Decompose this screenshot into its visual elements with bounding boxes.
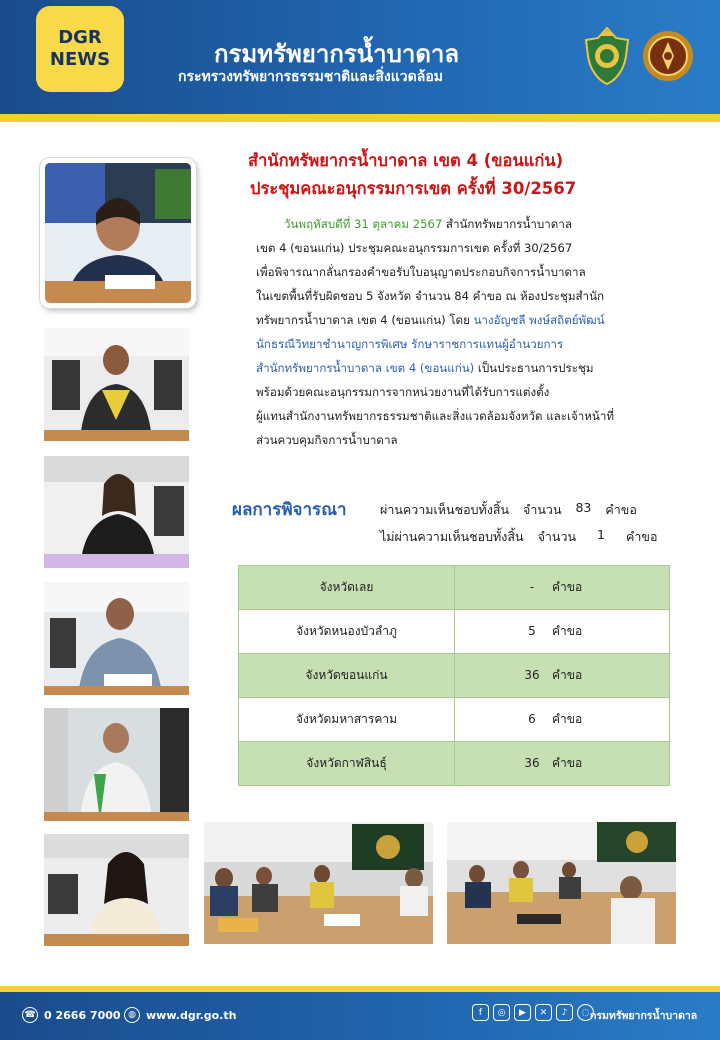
phone-number: 0 2666 7000: [44, 1008, 121, 1022]
province-count: -: [529, 580, 535, 594]
committee-member-image: [44, 328, 189, 441]
chairperson-position: นักธรณีวิทยาชำนาญการพิเศษ รักษาราชการแทนผู้อำนวยการ: [256, 337, 564, 351]
chairperson-name: นางอัญชลี พงษ์สถิตย์พัฒน์: [473, 313, 605, 327]
office-name: สำนักทรัพยากรน้ำบาดาล เขต 4 (ขอนแก่น): [256, 361, 475, 375]
committee-member-photo-1: [44, 328, 189, 441]
province-name: จังหวัดเลย: [239, 566, 455, 610]
fail-text: ไม่ผ่านความเห็นชอบทั้งสิ้น: [380, 529, 524, 544]
province-table: [238, 565, 670, 786]
fail-count-label: จำนวน: [537, 529, 577, 544]
province-count-cell: [455, 610, 670, 654]
body-line-5-start: ทรัพยากรน้ำบาดาล เขต 4 (ขอนแก่น) โดย: [256, 313, 474, 327]
fail-count: 1: [597, 527, 605, 542]
province-unit: คำขอ: [552, 668, 583, 682]
youtube-icon[interactable]: ▶: [514, 1004, 531, 1021]
ministry-seal-logo: [642, 30, 694, 82]
province-count-cell: [455, 566, 670, 610]
body-line-9: ผู้แทนสำนักงานทรัพยากรธรรมชาติและสิ่งแวดล้อมจังหวัด และเจ้าหน้าที่: [256, 409, 614, 423]
x-icon[interactable]: ✕: [535, 1004, 552, 1021]
footer-phone[interactable]: [22, 1007, 121, 1023]
article-heading-line1: สำนักทรัพยากรน้ำบาดาล เขต 4 (ขอนแก่น): [248, 151, 564, 170]
fail-unit: คำขอ: [626, 529, 658, 544]
result-label: ผลการพิจารณา: [232, 500, 347, 520]
province-unit: คำขอ: [552, 624, 583, 638]
province-count: 36: [524, 756, 540, 770]
chairperson-photo: [40, 158, 196, 308]
org-subtitle: กระทรวงทรัพยากรธรรมชาติและสิ่งแวดล้อม: [178, 69, 443, 85]
committee-member-photo-2: [44, 456, 189, 568]
table-row: [239, 654, 670, 698]
body-line-7-rest: เป็นประธานการประชุม: [474, 361, 594, 375]
social-icons: [472, 1004, 594, 1021]
line-icon[interactable]: ◌: [577, 1004, 594, 1021]
body-line-1-rest: สำนักทรัพยากรน้ำบาดาล: [442, 217, 572, 231]
header-stripe: [0, 114, 720, 122]
org-title: กรมทรัพยากรน้ำบาดาล: [214, 40, 460, 68]
pass-text: ผ่านความเห็นชอบทั้งสิ้น: [380, 502, 510, 517]
body-line-5: [256, 308, 686, 332]
province-unit: คำขอ: [552, 580, 583, 594]
body-line-10: ส่วนควบคุมกิจการน้ำบาดาล: [256, 433, 398, 447]
pass-count-label: จำนวน: [523, 502, 562, 517]
body-line-4: ในเขตพื้นที่รับผิดชอบ 5 จังหวัด จำนวน 84 คำขอ ณ ห้องประชุมสำนัก: [256, 289, 605, 303]
province-name: จังหวัดกาฬสินธุ์: [239, 742, 455, 786]
table-row: [239, 566, 670, 610]
badge-line1: DGR: [58, 27, 102, 48]
instagram-icon[interactable]: ◎: [493, 1004, 510, 1021]
meeting-date: วันพฤหัสบดีที่ 31 ตุลาคม 2567: [284, 217, 443, 231]
meeting-room-image: [447, 822, 676, 944]
committee-member-image: [44, 834, 189, 946]
province-count-cell: [455, 742, 670, 786]
result-pass-row: [380, 500, 637, 520]
body-line-3: เพื่อพิจารณากลั่นกรองคำขอรับใบอนุญาตประกอบกิจการน้ำบาดาล: [256, 265, 586, 279]
province-name: จังหวัดขอนแก่น: [239, 654, 455, 698]
province-count-cell: [455, 654, 670, 698]
committee-member-photo-5: [44, 834, 189, 946]
province-unit: คำขอ: [552, 756, 583, 770]
footer-department: กรมทรัพยากรน้ำบาดาล: [590, 1010, 698, 1022]
province-name: จังหวัดมหาสารคาม: [239, 698, 455, 742]
committee-member-photo-4: [44, 708, 189, 821]
result-fail-row: [380, 527, 657, 547]
website-url: www.dgr.go.th: [146, 1008, 237, 1022]
pass-unit: คำขอ: [605, 502, 637, 517]
meeting-room-photo-2: [447, 822, 676, 944]
department-seal-logo: [580, 26, 634, 86]
body-line-2: เขต 4 (ขอนแก่น) ประชุมคณะอนุกรรมการเขต ครั้งที่ 30/2567: [256, 241, 573, 255]
facebook-icon[interactable]: f: [472, 1004, 489, 1021]
meeting-room-photo-1: [204, 822, 433, 944]
committee-member-image: [44, 582, 189, 695]
pass-count: 83: [575, 500, 592, 515]
article-heading-line2: ประชุมคณะอนุกรรมการเขต ครั้งที่ 30/2567: [250, 179, 577, 198]
province-unit: คำขอ: [552, 712, 583, 726]
chairperson-image: [45, 163, 191, 303]
table-row: [239, 610, 670, 654]
article-body: [256, 212, 686, 452]
province-count: 6: [528, 712, 536, 726]
body-line-7: [256, 356, 686, 380]
tiktok-icon[interactable]: ♪: [556, 1004, 573, 1021]
province-count: 36: [524, 668, 540, 682]
committee-member-photo-3: [44, 582, 189, 695]
committee-member-image: [44, 456, 189, 568]
province-count: 5: [528, 624, 536, 638]
badge-line2: NEWS: [49, 49, 111, 70]
footer-website[interactable]: [124, 1007, 236, 1023]
province-count-cell: [455, 698, 670, 742]
body-line-8: พร้อมด้วยคณะอนุกรรมการจากหน่วยงานที่ได้รับการแต่งตั้ง: [256, 385, 550, 399]
table-row: [239, 698, 670, 742]
phone-icon: ☎: [22, 1007, 38, 1023]
body-line-1: [256, 212, 686, 236]
province-name: จังหวัดหนองบัวลำภู: [239, 610, 455, 654]
table-row: [239, 742, 670, 786]
dgr-news-badge: [36, 6, 124, 92]
meeting-room-image: [204, 822, 433, 944]
committee-member-image: [44, 708, 189, 821]
globe-icon: ◍: [124, 1007, 140, 1023]
